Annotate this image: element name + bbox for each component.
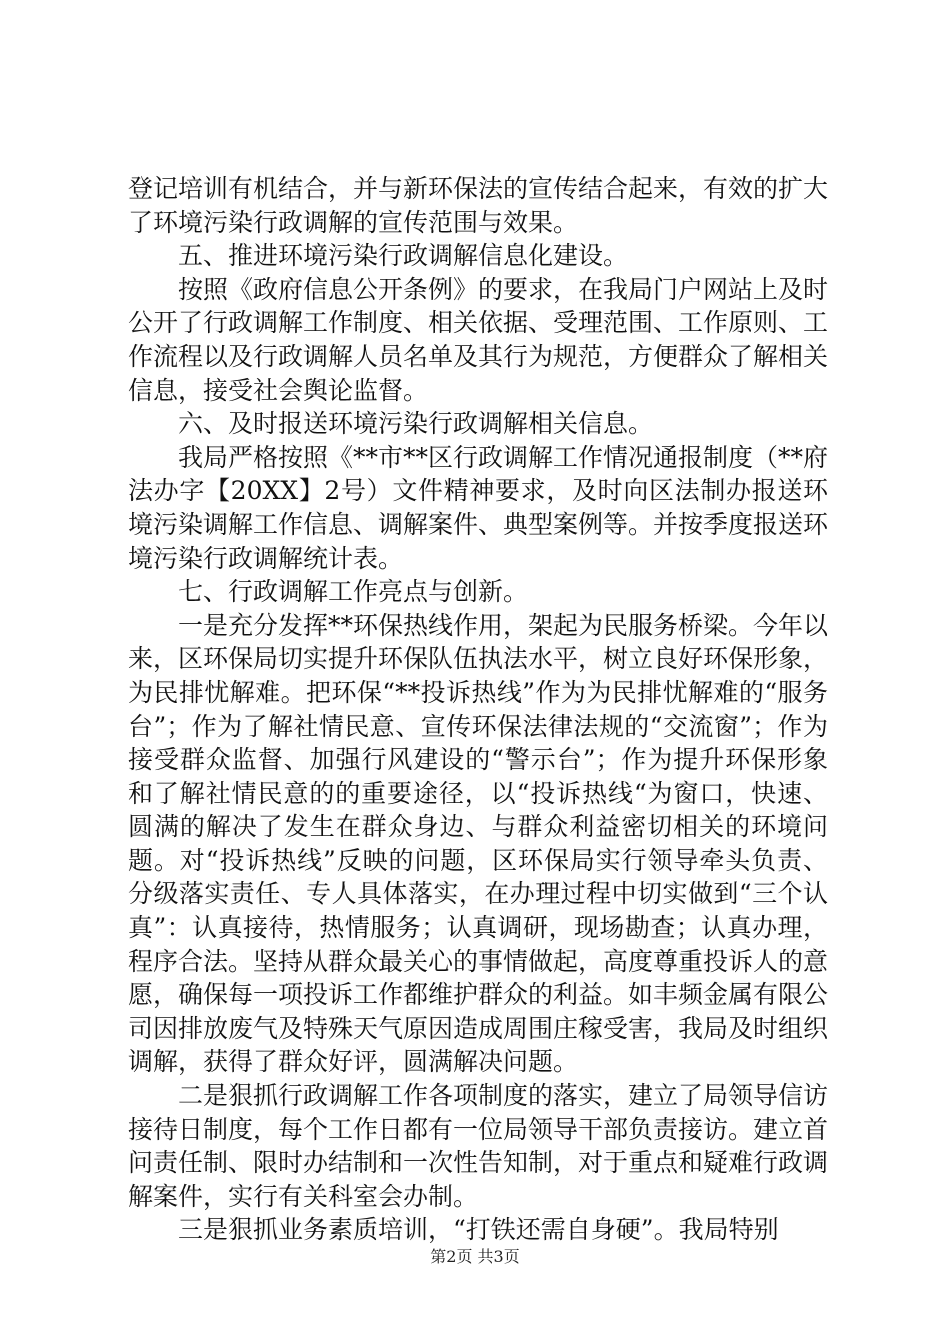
paragraph: 按照《政府信息公开条例》的要求，在我局门户网站上及时公开了行政调解工作制度、相关依据、受理范围、工作原则、工作流程以及行政调解人员名单及其行为规范，方便群众了解相关信息，接受社会舆论监督。: [128, 274, 829, 405]
paragraph: 一是充分发挥**环保热线作用，架起为民服务桥梁。今年以来，区环保局切实提升环保队伍执法水平，树立良好环保形象，为民排忧解难。把环保“**投诉热线”作为为民排忧解难的“服务台”；作为了解社情民意、宣传环保法律法规的“交流窗”；作为接受群众监督、加强行风建设的“警示台”；作为提升环保形象和了解社情民意的的重要途径，以“投诉热线“为窗口，快速、圆满的解决了发生在群众身边、与群众利益密切相关的环境问题。对“投诉热线”反映的问题，区环保局实行领导牵头负责、分级落实责任、专人具体落实，在办理过程中切实做到“三个认真”：认真接待，热情服务；认真调研，现场勘查；认真办理，程序合法。坚持从群众最关心的事情做起，高度尊重投诉人的意愿，确保每一项投诉工作都维护群众的利益。如丰频金属有限公司因排放废气及特殊天气原因造成周围庄稼受害，我局及时组织调解，获得了群众好评，圆满解决问题。: [128, 610, 829, 1077]
paragraph: 三是狠抓业务素质培训，“打铁还需自身硬”。我局特别: [178, 1215, 779, 1245]
section-heading-5: 五、推进环境污染行政调解信息化建设。: [178, 241, 629, 271]
page-footer: 第2页 共3页: [430, 1247, 520, 1266]
section-heading-6: 六、及时报送环境污染行政调解相关信息。: [178, 409, 654, 439]
paragraph: 二是狠抓行政调解工作各项制度的落实，建立了局领导信访接待日制度，每个工作日都有一位局领导干部负责接访。建立首问责任制、限时办结制和一次性告知制，对于重点和疑难行政调解案件，实行有关科室会办制。: [128, 1081, 829, 1211]
paragraph: 我局严格按照《**市**区行政调解工作情况通报制度（**府法办字【20XX】2号）文件精神要求，及时向区法制办报送环境污染调解工作信息、调解案件、典型案例等。并按季度报送环境污染行政调解统计表。: [128, 442, 829, 573]
paragraph-continuation: 登记培训有机结合，并与新环保法的宣传结合起来，有效的扩大了环境污染行政调解的宣传范围与效果。: [128, 174, 829, 237]
document-body: [128, 172, 828, 1247]
section-heading-7: 七、行政调解工作亮点与创新。: [178, 577, 529, 607]
